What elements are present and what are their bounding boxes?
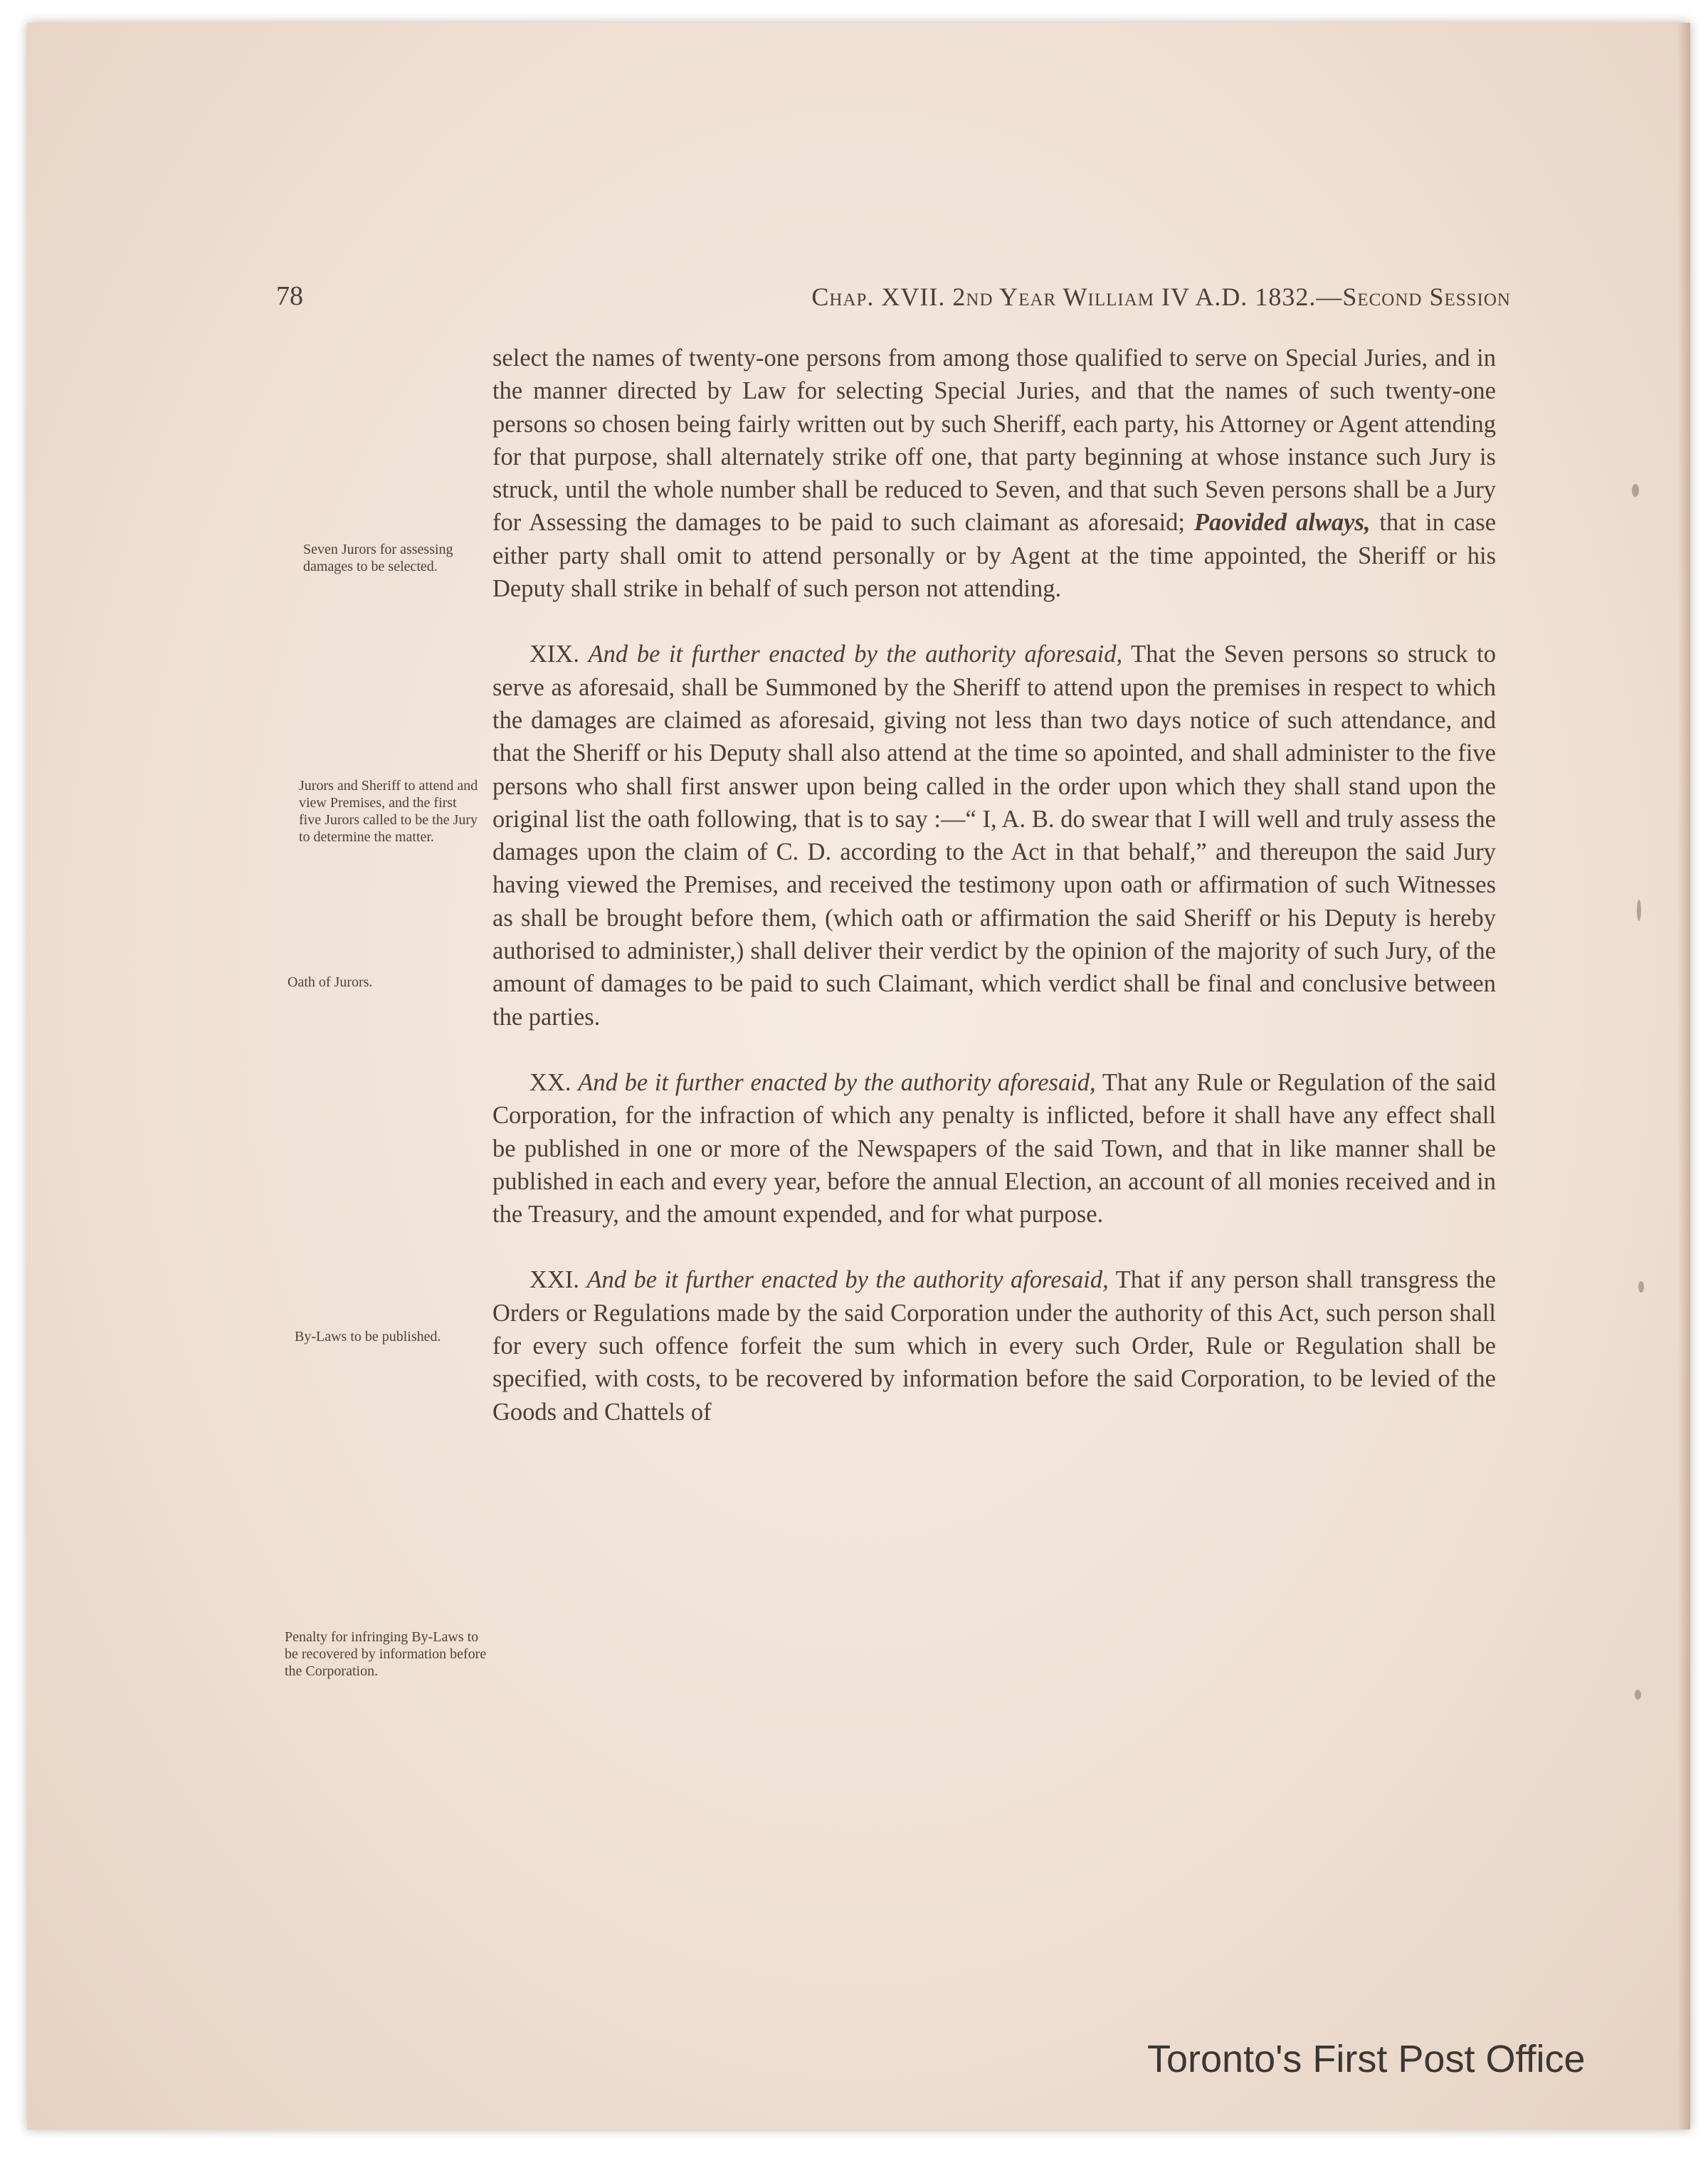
watermark: Toronto's First Post Office: [1147, 2038, 1586, 2080]
section-number: XXI.: [529, 1266, 579, 1294]
section-xxi: [492, 1263, 1496, 1428]
paragraph-text: That the Seven persons so struck to serve as aforesaid, shall be Summoned by the Sheriff to attend upon the premises in respect to which the damages are claimed as aforesaid, giving not less than two days notice of such attendance, and that the Sheriff or his Deputy shall also attend at the time so apointed, and shall administer to the five persons who shall first answer upon being called in the order upon which they shall stand upon the original list the oath following, that is to say :—“ I, A. B. do swear that I will well and truly assess the damages upon the claim of C. D. according to the Act in that behalf,” and thereupon the said Jury having viewed the Premises, and received the testimony upon oath or affirmation of such Witnesses as shall be brought before them, (which oath or affirmation the said Sheriff or his Deputy is hereby authorised to administer,) shall deliver their verdict by the opinion of the majority of such Jury, of the amount of damages to be paid to such Claimant, which verdict shall be final and conclusive between the parties.: [492, 641, 1496, 1031]
paper-blemish: [1638, 1281, 1644, 1293]
section-xix: [492, 638, 1496, 1033]
paper-blemish: [1637, 900, 1641, 921]
marginal-note-seven-jurors: Seven Jurors for assessing damages to be selected.: [303, 542, 453, 574]
page-number: 78: [276, 281, 303, 311]
paper-blemish: [1632, 484, 1639, 497]
running-title: Chap. XVII. 2nd Year William IV A.D. 1832.—Second Session: [811, 283, 1511, 311]
proviso-clause: Paovided always,: [1193, 509, 1371, 537]
paragraph-text: That any Rule or Regulation of the said Corporation, for the infraction of which any penalty is inflicted, before it shall have any effect shall be published in one or more of the Newspapers of the said Town, and that in like manner shall be published in each and every year, before the annual Election, an account of all monies received and in the Treasury, and the amount expended, and for what purpose.: [492, 1068, 1496, 1228]
marginal-note-by-laws-published: By-Laws to be published.: [295, 1329, 441, 1345]
enacting-clause: And be it further enacted by the authority aforesaid,: [588, 641, 1123, 668]
document-page: [27, 23, 1690, 2130]
paragraph-text: select the names of twenty-one persons from among those qualified to serve on Special Juries, and in the manner directed by Law for selecting Special Juries, and that the names of such twenty-one persons so chosen being fairly written out by such Sheriff, each party, his Attorney or Agent attending for that purpose, shall alternately strike off one, that party beginning at whose instance such Jury is struck, until the whole number shall be reduced to Seven, and that such Seven persons shall be a Jury for Assessing the damages to be paid to such claimant as aforesaid;: [492, 344, 1496, 537]
page-header: [276, 280, 1511, 323]
marginal-note-oath-of-jurors: Oath of Jurors.: [288, 974, 373, 990]
paragraph-continuation: [492, 342, 1496, 605]
section-number: XX.: [529, 1068, 571, 1096]
marginal-note-penalty: Penalty for infringing By-Laws to be recovered by information before the Corporation.: [285, 1629, 487, 1679]
marginal-note-jurors-and-sheriff: Jurors and Sheriff to attend and view Premises, and the first five Jurors called to be the Jury to determine the matter.: [299, 778, 478, 845]
paragraph-text: That if any person shall transgress the Orders or Regulations made by the said Corporation under the authority of this Act, such person shall for every such offence forfeit the sum which in every such Order, Rule or Regulation shall be specified, with costs, to be recovered by information before the said Corporation, to be levied of the Goods and Chattels of: [492, 1266, 1496, 1426]
body-text: [492, 342, 1496, 1428]
section-number: XIX.: [529, 641, 579, 668]
paper-blemish: [1635, 1690, 1641, 1700]
enacting-clause: And be it further enacted by the authority aforesaid,: [578, 1068, 1096, 1096]
paragraph-text: that in case either party shall omit to attend personally or by Agent at the time appointed, the Sheriff or his Deputy shall strike in behalf of such person not attending.: [492, 509, 1497, 603]
page-edge-shadow: [1677, 23, 1690, 2130]
enacting-clause: And be it further enacted by the authority aforesaid,: [586, 1266, 1109, 1294]
section-xx: [492, 1066, 1496, 1231]
